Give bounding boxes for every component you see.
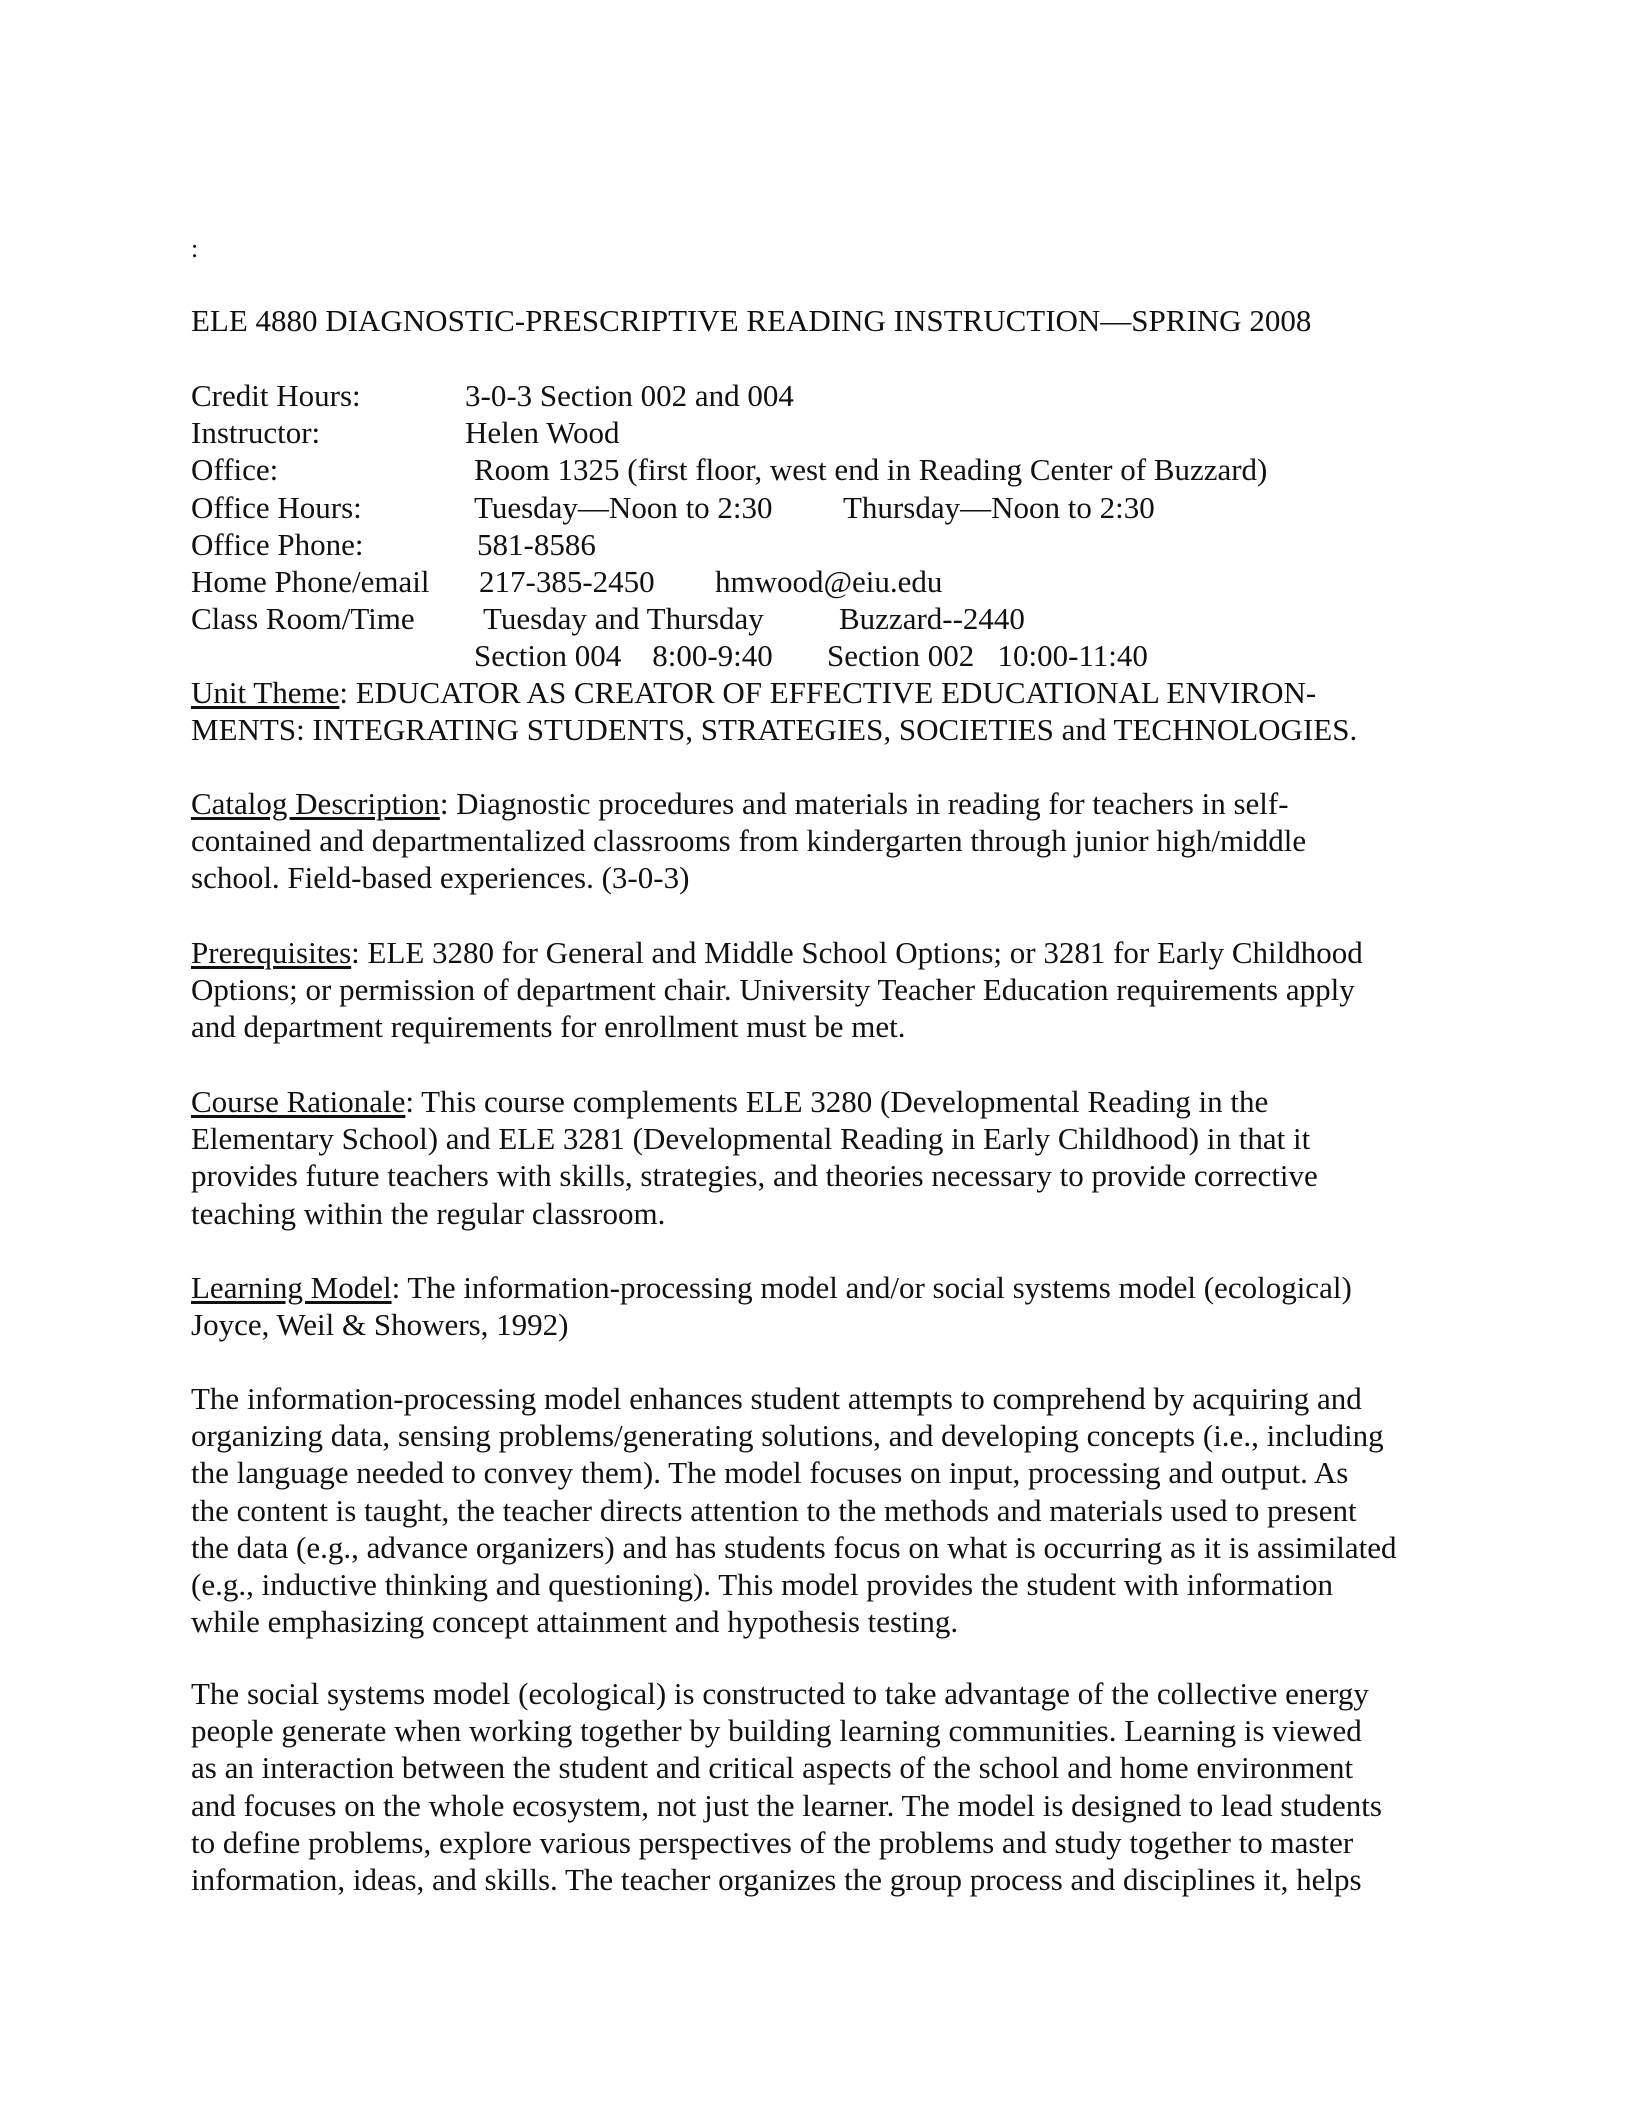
- paragraph-line: the language needed to convey them). The model focuses on input, processing and output. As: [191, 1455, 1349, 1491]
- paragraph-line: and focuses on the whole ecosystem, not just the learner. The model is designed to lead students: [191, 1787, 1382, 1823]
- unit-theme-heading: Unit Theme: [191, 675, 340, 710]
- unit-theme-text: : EDUCATOR AS CREATOR OF EFFECTIVE EDUCATIONAL ENVIRON-: [339, 675, 1317, 710]
- prerequisites: [191, 934, 1461, 1046]
- email-link[interactable]: hmwood@eiu.edu: [715, 563, 943, 599]
- paragraph-line: contained and departmentalized classrooms from kindergarten through junior high/middle: [191, 823, 1307, 859]
- catalog-description-heading: Catalog Description: [191, 786, 440, 821]
- stray-mark: :: [191, 234, 199, 263]
- learning-model-heading: Learning Model: [191, 1270, 392, 1305]
- info-row-class-room-time: [191, 600, 1491, 637]
- paragraph-line: Joyce, Weil & Showers, 1992): [191, 1307, 569, 1343]
- catalog-description: [191, 785, 1461, 897]
- info-value: Tuesday—Noon to 2:30: [474, 489, 773, 525]
- course-rationale: [191, 1083, 1461, 1232]
- paragraph-line: The information-processing model enhances student attempts to comprehend by acquiring and: [191, 1381, 1362, 1416]
- paragraph-line: provides future teachers with skills, strategies, and theories necessary to provide corrective: [191, 1158, 1318, 1194]
- info-value: 217-385-2450: [479, 563, 655, 599]
- paragraph-line: : The information-processing model and/or social systems model (ecological): [391, 1270, 1352, 1305]
- info-label: Office Hours:: [191, 489, 362, 525]
- course-info-block: [191, 377, 1491, 675]
- paragraph-line: : Diagnostic procedures and materials in reading for teachers in self-: [439, 786, 1289, 821]
- unit-theme-text-continued: MENTS: INTEGRATING STUDENTS, STRATEGIES, SOCIETIES and TECHNOLOGIES.: [191, 712, 1358, 748]
- paragraph-line: and department requirements for enrollment must be met.: [191, 1009, 906, 1045]
- info-row-office-hours: [191, 489, 1491, 526]
- information-processing-paragraph: [191, 1380, 1461, 1640]
- paragraph-line: Elementary School) and ELE 3281 (Developmental Reading in Early Childhood) in that it: [191, 1121, 1311, 1157]
- paragraph-line: (e.g., inductive thinking and questioning). This model provides the student with information: [191, 1566, 1333, 1602]
- unit-theme: [191, 674, 1461, 748]
- info-label: Class Room/Time: [191, 601, 415, 637]
- paragraph-line: the content is taught, the teacher directs attention to the methods and materials used to present: [191, 1492, 1357, 1528]
- social-systems-paragraph: [191, 1675, 1461, 1898]
- info-row-home-phone-email: [191, 563, 1491, 600]
- info-value-secondary: Section 002 10:00-11:40: [827, 638, 1148, 674]
- info-row-office: [191, 451, 1491, 488]
- info-row-credit-hours: [191, 377, 1491, 414]
- paragraph-line: as an interaction between the student and critical aspects of the school and home environment: [191, 1750, 1354, 1786]
- info-value: Tuesday and Thursday: [483, 601, 764, 637]
- info-label: Home Phone/email: [191, 563, 430, 599]
- paragraph-line: : This course complements ELE 3280 (Developmental Reading in the: [405, 1084, 1269, 1119]
- paragraph-line: : ELE 3280 for General and Middle School Options; or 3281 for Early Childhood: [351, 935, 1363, 970]
- info-value: 3-0-3 Section 002 and 004: [465, 378, 794, 413]
- info-label: Office:: [191, 452, 279, 488]
- info-value: 581-8586: [477, 526, 596, 562]
- paragraph-line: people generate when working together by building learning communities. Learning is viewed: [191, 1713, 1362, 1749]
- paragraph-line: information, ideas, and skills. The teacher organizes the group process and disciplines it, helps: [191, 1861, 1362, 1897]
- paragraph-line: organizing data, sensing problems/generating solutions, and developing concepts (i.e., including: [191, 1418, 1384, 1454]
- info-row-office-phone: [191, 526, 1491, 563]
- paragraph-line: The social systems model (ecological) is constructed to take advantage of the collective energy: [191, 1676, 1369, 1711]
- paragraph-line: teaching within the regular classroom.: [191, 1195, 666, 1231]
- paragraph-line: the data (e.g., advance organizers) and has students focus on what is occurring as it is assimilated: [191, 1529, 1397, 1565]
- course-title: ELE 4880 DIAGNOSTIC-PRESCRIPTIVE READING INSTRUCTION—SPRING 2008: [191, 303, 1312, 338]
- info-row-sections: [191, 637, 1491, 674]
- info-value-secondary: Buzzard--2440: [839, 601, 1025, 637]
- info-value: Section 004 8:00-9:40: [474, 638, 773, 674]
- info-value-secondary: Thursday—Noon to 2:30: [843, 489, 1155, 525]
- paragraph-line: school. Field-based experiences. (3-0-3): [191, 860, 690, 896]
- info-row-instructor: [191, 414, 1491, 451]
- prerequisites-heading: Prerequisites: [191, 935, 352, 970]
- paragraph-line: Options; or permission of department chair. University Teacher Education requirements apply: [191, 972, 1355, 1008]
- info-label: Credit Hours:: [191, 378, 361, 413]
- learning-model: [191, 1269, 1461, 1343]
- info-label: Instructor:: [191, 415, 321, 451]
- info-label: Office Phone:: [191, 526, 364, 562]
- info-value: Helen Wood: [465, 415, 620, 451]
- paragraph-line: while emphasizing concept attainment and hypothesis testing.: [191, 1604, 959, 1640]
- course-rationale-heading: Course Rationale: [191, 1084, 406, 1119]
- info-value: Room 1325 (first floor, west end in Reading Center of Buzzard): [474, 452, 1268, 488]
- paragraph-line: to define problems, explore various perspectives of the problems and study together to master: [191, 1824, 1354, 1860]
